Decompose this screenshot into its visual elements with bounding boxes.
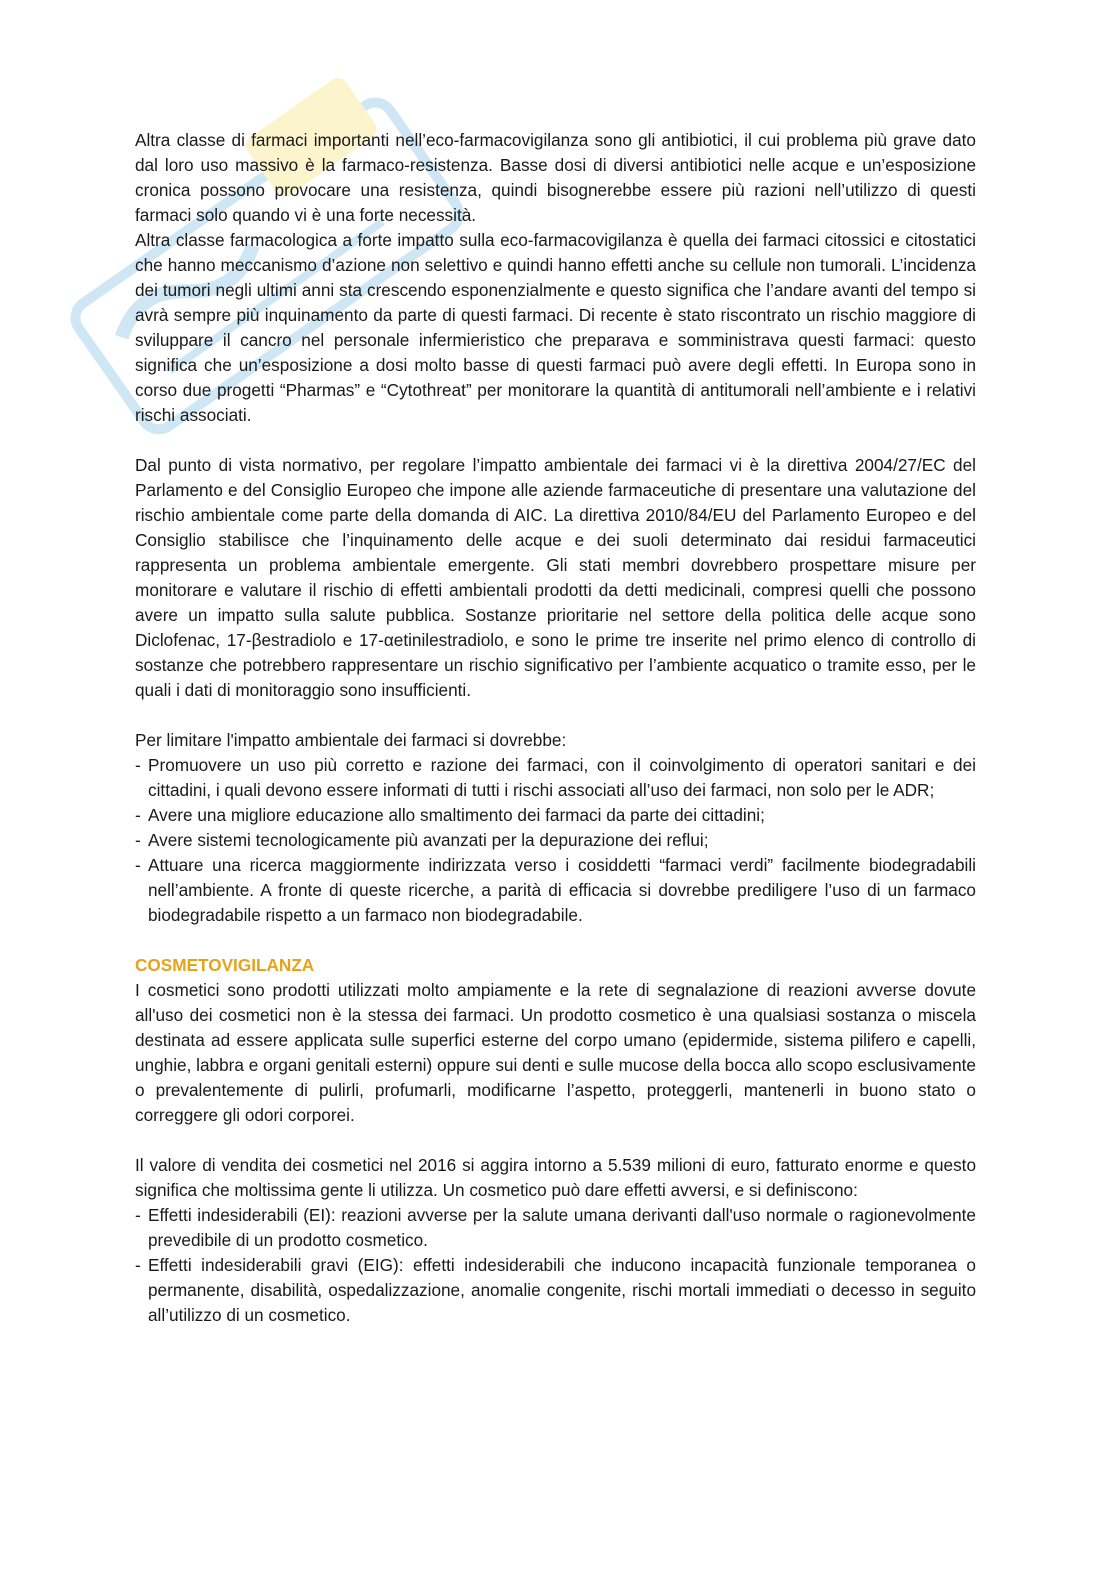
limit-list [135,753,976,928]
list-item: - Avere una migliore educazione allo smaltimento dei farmaci da parte dei cittadini; [135,803,976,828]
paragraph-citossici: Altra classe farmacologica a forte impatto sulla eco-farmacovigilanza è quella dei farmaci citossici e citostatici che hanno meccanismo d’azione non selettivo e quindi hanno effetti anche su cellule non tumorali. L’incidenza dei tumori negli ultimi anni sta crescendo esponenzialmente e questo significa che l’andare avanti del tempo si avrà sempre più inquinamento da parte di questi farmaci. Di recente è stato riscontrato un rischio maggiore di sviluppare il cancro nel personale infermieristico che preparava e somministrava questi farmaci: questo significa che un’esposizione a dosi molto basse di questi farmaci può avere degli effetti. In Europa sono in corso due progetti “Pharmas” e “Cytothreat” per monitorare la quantità di antitumorali nell’ambiente e i relativi rischi associati. [135,230,976,425]
document-page [135,128,976,1328]
list-item: - Promuovere un uso più corretto e razione dei farmaci, con il coinvolgimento di operatori sanitari e dei cittadini, i quali devono essere informati di tutti i rischi associati all’uso dei farmaci, non solo per le ADR; [135,753,976,803]
paragraph-cosmetici: I cosmetici sono prodotti utilizzati molto ampiamente e la rete di segnalazione di reazioni avverse dovute all'uso dei cosmetici non è la stessa dei farmaci. Un prodotto cosmetico è una qualsiasi sostanza o miscela destinata ad essere applicata sulle superfici esterne del corpo umano (epidermide, sistema pilifero e capelli, unghie, labbra e organi genitali esterni) oppure sui denti e sulle mucose della bocca allo scopo esclusivamente o prevalentemente di pulirli, profumarli, modificarne l’aspetto, proteggerli, mantenerli in buono stato o correggere gli odori corporei. [135,980,976,1125]
list-item: - Avere sistemi tecnologicamente più avanzati per la depurazione dei reflui; [135,828,976,853]
limit-intro: Per limitare l'impatto ambientale dei farmaci si dovrebbe: [135,730,567,750]
paragraph-normativa: Dal punto di vista normativo, per regolare l’impatto ambientale dei farmaci vi è la direttiva 2004/27/EC del Parlamento e del Consiglio Europeo che impone alle aziende farmaceutiche di presentare una valutazione del rischio ambientale come parte della domanda di AIC. La direttiva 2010/84/EU del Parlamento Europeo e del Consiglio stabilisce che l’inquinamento delle acque e dei suoli determinato dai residui farmaceutici rappresenta un problema ambientale emergente. Gli stati membri dovrebbero prospettare misure per monitorare e valutare il rischio di effetti ambientali prodotti da detti medicinali, compresi quelli che possono avere un impatto sulla salute pubblica. Sostanze prioritarie nel settore della politica delle acque sono Diclofenac, 17-βestradiolo e 17-αetinilestradiolo, e sono le prime tre inserite nel primo elenco di controllo di sostanze che potrebbero rappresentare un rischio significativo per l’ambiente acquatico o tramite esso, per le quali i dati di monitoraggio sono insufficienti. [135,455,976,700]
paragraph-antibiotici: Altra classe di farmaci importanti nell’eco-farmacovigilanza sono gli antibiotici, il cui problema più grave dato dal loro uso massivo è la farmaco-resistenza. Basse dosi di diversi antibiotici nelle acque e un’esposizione cronica possono provocare una resistenza, quindi bisognerebbe essere più razioni nell’utilizzo di questi farmaci solo quando vi è una forte necessità. [135,130,976,225]
paragraph-vendita: Il valore di vendita dei cosmetici nel 2016 si aggira intorno a 5.539 milioni di euro, fatturato enorme e questo significa che moltissima gente li utilizza. Un cosmetico può dare effetti avversi, e si definiscono: [135,1155,976,1200]
list-item: - Attuare una ricerca maggiormente indirizzata verso i cosiddetti “farmaci verdi” facilmente biodegradabili nell’ambiente. A fronte di queste ricerche, a parità di efficacia si dovrebbe prediligere l’uso di un farmaco biodegradabile rispetto a un farmaco non biodegradabile. [135,853,976,928]
section-heading: COSMETOVIGILANZA [135,955,315,975]
list-item: - Effetti indesiderabili (EI): reazioni avverse per la salute umana derivanti dall'uso normale o ragionevolmente prevedibile di un prodotto cosmetico. [135,1203,976,1253]
effetti-list [135,1203,976,1328]
list-item: - Effetti indesiderabili gravi (EIG): effetti indesiderabili che inducono incapacità funzionale temporanea o permanente, disabilità, ospedalizzazione, anomalie congenite, rischi mortali immediati o decesso in seguito all’utilizzo di un cosmetico. [135,1253,976,1328]
